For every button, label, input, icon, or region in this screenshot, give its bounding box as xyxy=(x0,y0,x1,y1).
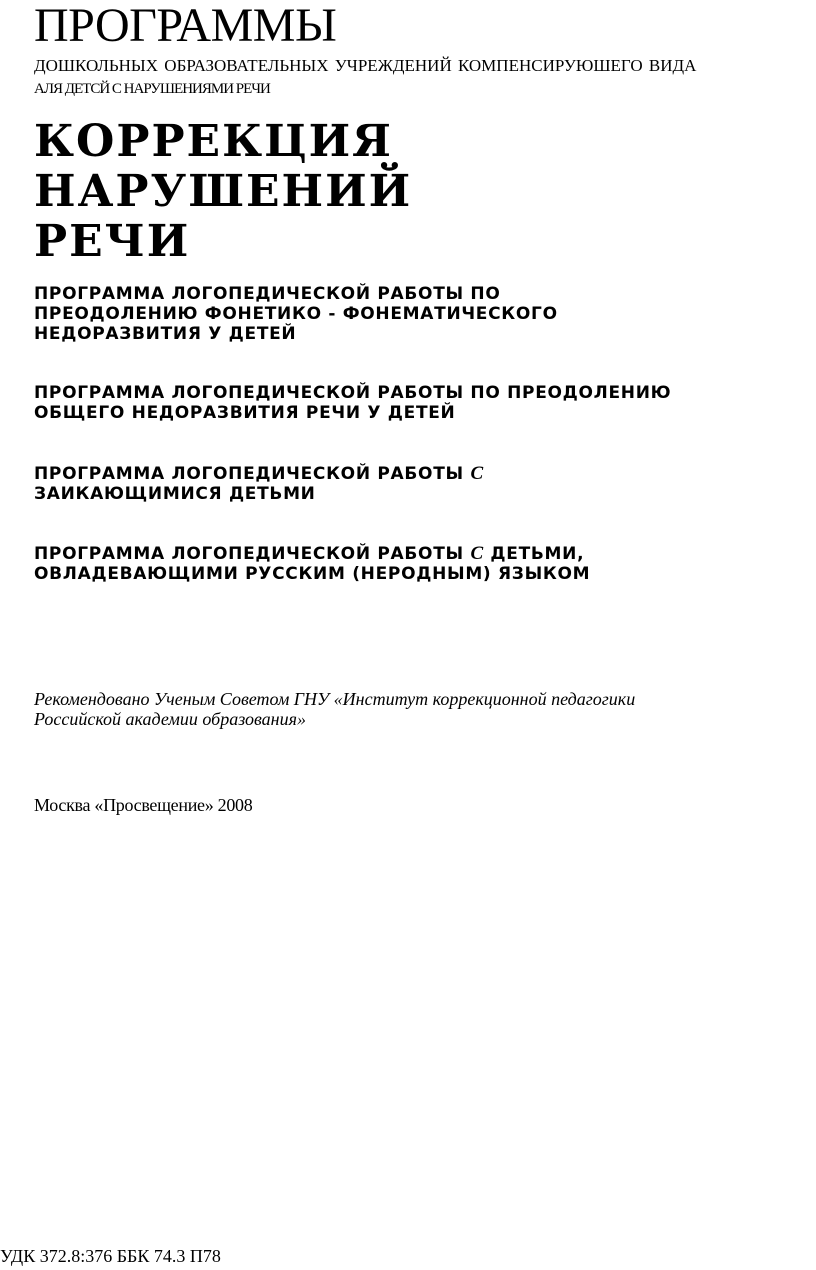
program-item-1 xyxy=(34,284,558,344)
program-1-line-3: НЕДОРАЗВИТИЯ У ДЕТЕЙ xyxy=(34,324,297,344)
program-1-line-2: ПРЕОДОЛЕНИЮ ФОНЕТИКО - ФОНЕМАТИЧЕСКОГО xyxy=(34,304,558,324)
program-item-4 xyxy=(34,544,590,584)
program-3-line-1 xyxy=(34,464,484,484)
udk-classification: УДК 372.8:376 ББК 74.3 П78 xyxy=(0,1246,221,1266)
program-4-line-2: ОВЛАДЕВАЮЩИМИ РУССКИМ (НЕРОДНЫМ) ЯЗЫКОМ xyxy=(34,564,591,584)
recommendation-line-2: Российской академии образования» xyxy=(34,709,306,729)
program-4-line-1 xyxy=(34,544,590,564)
program-1-line-1: ПРОГРАММА ЛОГОПЕДИЧЕСКОЙ РАБОТЫ ПО xyxy=(34,284,501,304)
program-3-line-1-text: ПРОГРАММА ЛОГОПЕДИЧЕСКОЙ РАБОТЫ xyxy=(34,464,471,484)
recommendation xyxy=(34,689,635,729)
program-4-line-1-italic: С xyxy=(470,543,484,564)
book-title-line-2: НАРУШЕНИЙ xyxy=(34,166,413,217)
subtitle-line-2: АЛЯ ДЕТСЙ С НАРУШЕНИЯМИ РЕЧИ xyxy=(34,81,270,97)
program-3-line-2: ЗАИКАЮЩИМИСЯ ДЕТЬМИ xyxy=(34,484,316,504)
program-item-2 xyxy=(34,383,671,423)
program-3-line-1-italic: С xyxy=(470,463,484,484)
page-title: ПРОГРАММЫ xyxy=(34,0,337,52)
publisher-imprint: Москва «Просвещение» 2008 xyxy=(34,795,253,815)
program-2-line-1: ПРОГРАММА ЛОГОПЕДИЧЕСКОЙ РАБОТЫ ПО ПРЕОДОЛЕНИЮ xyxy=(34,383,672,403)
recommendation-line-1: Рекомендовано Ученым Советом ГНУ «Институт коррекционной педагогики xyxy=(34,689,636,709)
program-item-3 xyxy=(34,464,484,504)
program-4-line-1-tail: ДЕТЬМИ, xyxy=(483,544,585,564)
book-title-line-1: КОРРЕКЦИЯ xyxy=(34,116,393,167)
subtitle-line-1: ДОШКОЛЬНЫХ ОБРАЗОВАТЕЛЬНЫХ УЧРЕЖДЕНИЙ КОМПЕНСИРУЮШЕГО ВИДА xyxy=(34,56,697,75)
program-2-line-2: ОБЩЕГО НЕДОРАЗВИТИЯ РЕЧИ У ДЕТЕЙ xyxy=(34,403,456,423)
book-title xyxy=(34,117,412,267)
program-4-line-1-text: ПРОГРАММА ЛОГОПЕДИЧЕСКОЙ РАБОТЫ xyxy=(34,544,471,564)
book-title-line-3: РЕЧИ xyxy=(34,216,191,267)
